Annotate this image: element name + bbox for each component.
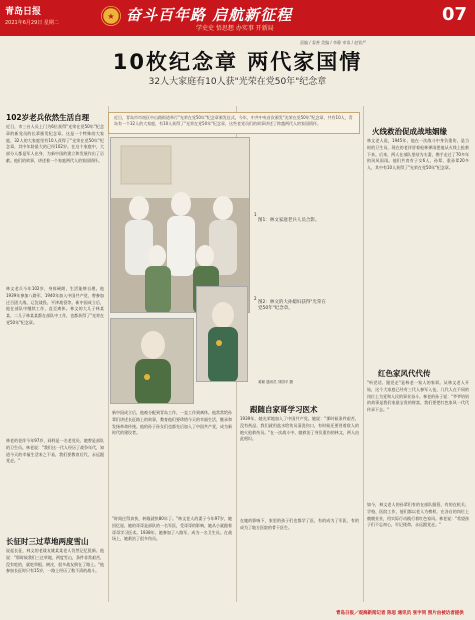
photo-label: 2 [254, 296, 257, 301]
article-text: 1939年，她光荣地加入了中国共产党。她说："那时候条件艰苦，没有药品，我们就用盐水给伤员清洗伤口，有时候还要冒着敌人的炮火抢救伤员。"在一次战斗中，她救治了身负重伤的林文，两人由此相识。 [240, 416, 359, 442]
article-text: 新中国成立后，他被分配到青岛工作，一直工作到离休。他常常给孙辈们讲述长征路上的故事，教育他们要珍惜今天的幸福生活，继承和发扬革命传统。他的孙子孙女们也都先后加入了中国共产党，成为新时代的建设者。 [112, 410, 232, 436]
subheadline: 32人大家庭有10人获"光荣在党50年"纪念章 [148, 77, 327, 87]
newspaper-logo: 青岛日报 [5, 7, 42, 17]
article-text: 如今，林文老人的孙辈们有的在部队服役，有的在机关、学校、医院工作，他们都以老人为榜样，在各自的岗位上兢兢业业，用实际行动践行着红色家风。林老说："希望孩子们不忘初心，牢记使命，永远跟党走。" [367, 502, 469, 528]
photo-label: 1 [254, 212, 257, 217]
column-divider [363, 106, 364, 602]
party-emblem-icon [101, 6, 121, 26]
photo-caption: 图2：林文的大孙媳妇获得"光荣在党50年"纪念章。 [258, 300, 326, 312]
article-text: 近日，市三台人员上门为6位获得"光荣在党50年"纪念章的新党员的长辈颁发纪念章。这是一个特殊的大家庭，32人的大家庭里有10人获得了"光荣在党50年"纪念章，其中年龄最大的已经102岁。在这个家庭中，大部分人都是军人出身，为新中国的建立和发展作出了贡献。他们的故事，讲述着一个家庭两代人的家国情怀。 [6, 124, 104, 163]
banner-subslogan: 学史史 悟思想 办实事 开新局 [196, 25, 274, 32]
photo-credit: 姜颖 通讯员 刘国平 摄 [258, 380, 293, 384]
article-text: "时间过得真快，转眼就快80年了。"林文老人的妻子今年97岁，她回忆说，她的哥哥是部队的一名军医，受哥哥的影响，她从小就跟着哥哥学习医术。1938年，她参加了八路军，成为一名卫生员。在战场上，她救治了很多伤员。 [112, 516, 232, 542]
section-title: 火线救治促成战地姻缘 [372, 127, 447, 136]
family-photo-3 [110, 318, 194, 404]
svg-text:★: ★ [107, 12, 115, 21]
article-text: "听党话、跟党走"是林老一家人的家训。从林文老人开始，这个大家庭已经有三代人参军入伍，几代人在不同的岗位上为党和人民的事业奋斗。林老的孙子说："爷爷奶奶的故事是我们家最宝贵的财富，我们要把红色家风一代代传承下去。" [367, 380, 469, 413]
headline: 10枚纪念章 两代家国情 [112, 50, 363, 74]
article-text: 说起长征，林文的老战友姚某某老人仍然记忆犹新。他说："那时候我们三过草地，两度雪山，条件非常艰苦，没有吃的，就吃草根、树皮，很多战友倒在了路上。"他参加长征时只有15岁，一路上经历了数不清的战斗。 [6, 548, 104, 574]
top-banner [0, 0, 475, 36]
section-title: 长征时三过草地两度雪山 [6, 537, 89, 546]
section-title: 跟随自家哥学习医术 [250, 405, 318, 414]
photo-label-2 [196, 286, 248, 382]
editor-credits: 责编 / 姜善 美编 / 李静 审读 / 赵钦严 [300, 40, 367, 45]
article-text: 林文老兵今年102岁，身体硬朗，生活能够自理。他1939年参加八路军，1940年加入中国共产党，曾参加过百团大战、辽沈战役、平津战役等。新中国成立后，他在部队中继续工作，直至离休。林文的大儿子林某某、二儿子林某某都在部队中工作，也都获得了"光荣在党50年"纪念章。 [6, 286, 104, 325]
issue-date: 2021年6月29日 星期二 [5, 20, 59, 26]
article-text: 在她的影响下，家里的孩子们也都学了医，有的成为了军医，有的成为了地方医院的骨干医生。 [240, 518, 359, 530]
article-text: 林老的老伴今年97岁，同样是一名老党员，她曾是部队的卫生员。林老说："我们这一代人经历了战争年代，知道今天的幸福生活来之不易，我们要教育后代，永远跟党走。" [6, 438, 104, 464]
article-text: 林文老人说，1945年，他在一次战斗中身负重伤，是当时的卫生员、现在的老伴冒着枪林弹雨把他从火线上抢救下来。后来，两人在部队里结为夫妻，携手走过了70多年的风风雨雨。他们共育有子女6人，孙辈、重孙辈20多人，其中有10人获得了"光荣在党50年"纪念章。 [367, 138, 469, 171]
section-title: 红色家风代代传 [378, 369, 431, 378]
banner-slogan: 奋斗百年路 启航新征程 [126, 6, 293, 24]
footer-byline: 青岛日报／观海新闻记者 陈思 通讯员 张宇同 照片由被访者提供 [336, 611, 464, 616]
photo-caption: 图1：林文家庭老兵人员合影。 [258, 218, 320, 223]
intro-box: 近日，青岛市市南区中山路街道举行"光荣在党50年"纪念章颁发仪式。今年，中共中央首次颁发"光荣在党50年"纪念章，共有10人，青岛有一个32人的大家庭，有10人获得了"光荣在党50年"纪念章，这些老党员们的故事讲述了跨越两代人的家国情怀。 [108, 112, 360, 134]
page-number: 07 [441, 4, 467, 25]
column-divider [108, 106, 109, 602]
section-title: 102岁老兵依然生活自理 [6, 113, 90, 122]
